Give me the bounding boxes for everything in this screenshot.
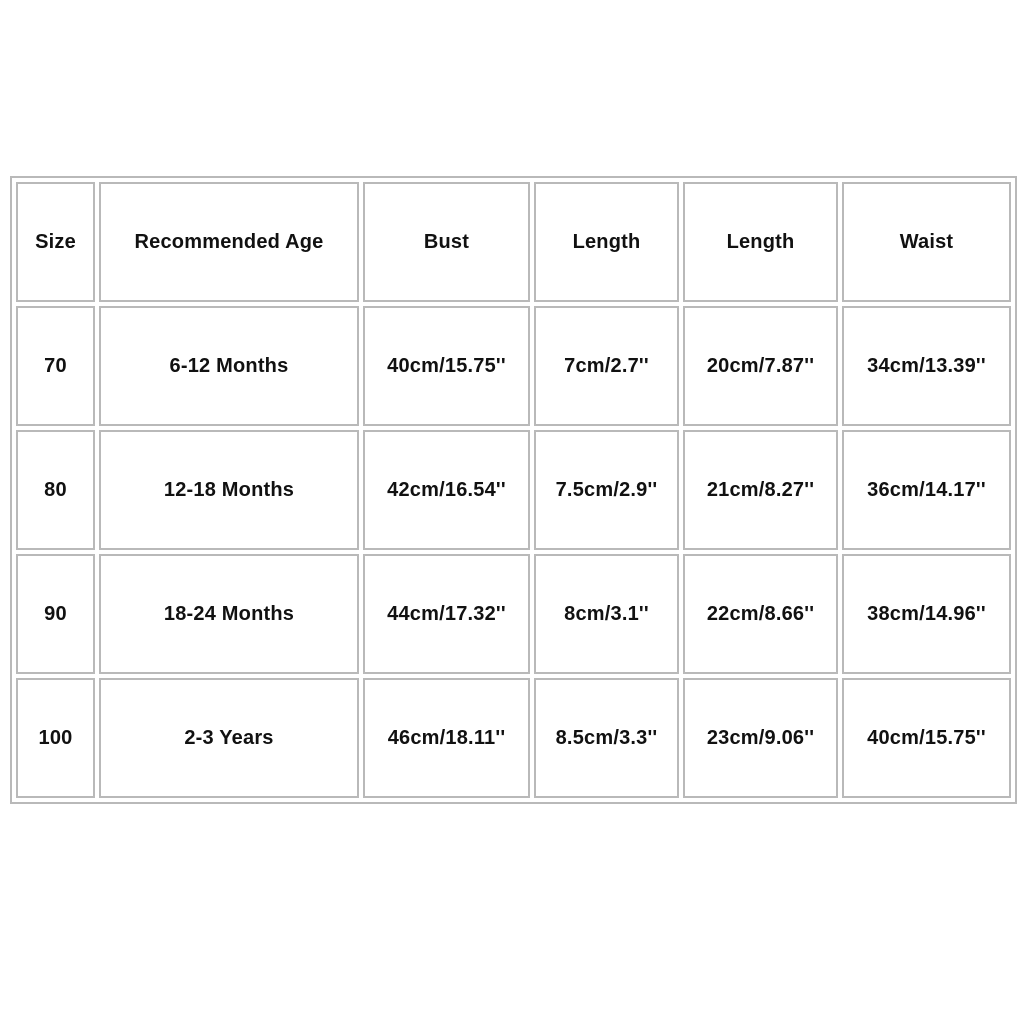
cell-recommended-age: 12-18 Months [99, 430, 359, 550]
cell-length: 7cm/2.7'' [534, 306, 679, 426]
cell-bust: 46cm/18.11'' [363, 678, 530, 798]
cell-waist: 40cm/15.75'' [842, 678, 1011, 798]
size-chart-table [10, 176, 1017, 804]
cell-waist: 34cm/13.39'' [842, 306, 1011, 426]
table-row [16, 430, 1011, 550]
cell-length-2: 22cm/8.66'' [683, 554, 838, 674]
header-recommended-age: Recommended Age [99, 182, 359, 302]
cell-bust: 40cm/15.75'' [363, 306, 530, 426]
cell-bust: 44cm/17.32'' [363, 554, 530, 674]
cell-length-2: 20cm/7.87'' [683, 306, 838, 426]
cell-length: 8cm/3.1'' [534, 554, 679, 674]
cell-bust: 42cm/16.54'' [363, 430, 530, 550]
cell-length-2: 21cm/8.27'' [683, 430, 838, 550]
header-row [16, 182, 1011, 302]
cell-size: 70 [16, 306, 95, 426]
header-length: Length [534, 182, 679, 302]
cell-length-2: 23cm/9.06'' [683, 678, 838, 798]
header-length-2: Length [683, 182, 838, 302]
cell-recommended-age: 18-24 Months [99, 554, 359, 674]
cell-size: 100 [16, 678, 95, 798]
cell-size: 80 [16, 430, 95, 550]
cell-length: 7.5cm/2.9'' [534, 430, 679, 550]
cell-length: 8.5cm/3.3'' [534, 678, 679, 798]
cell-recommended-age: 6-12 Months [99, 306, 359, 426]
cell-size: 90 [16, 554, 95, 674]
table-row [16, 678, 1011, 798]
header-waist: Waist [842, 182, 1011, 302]
header-bust: Bust [363, 182, 530, 302]
table-row [16, 554, 1011, 674]
cell-waist: 36cm/14.17'' [842, 430, 1011, 550]
cell-recommended-age: 2-3 Years [99, 678, 359, 798]
cell-waist: 38cm/14.96'' [842, 554, 1011, 674]
header-size: Size [16, 182, 95, 302]
table-row [16, 306, 1011, 426]
